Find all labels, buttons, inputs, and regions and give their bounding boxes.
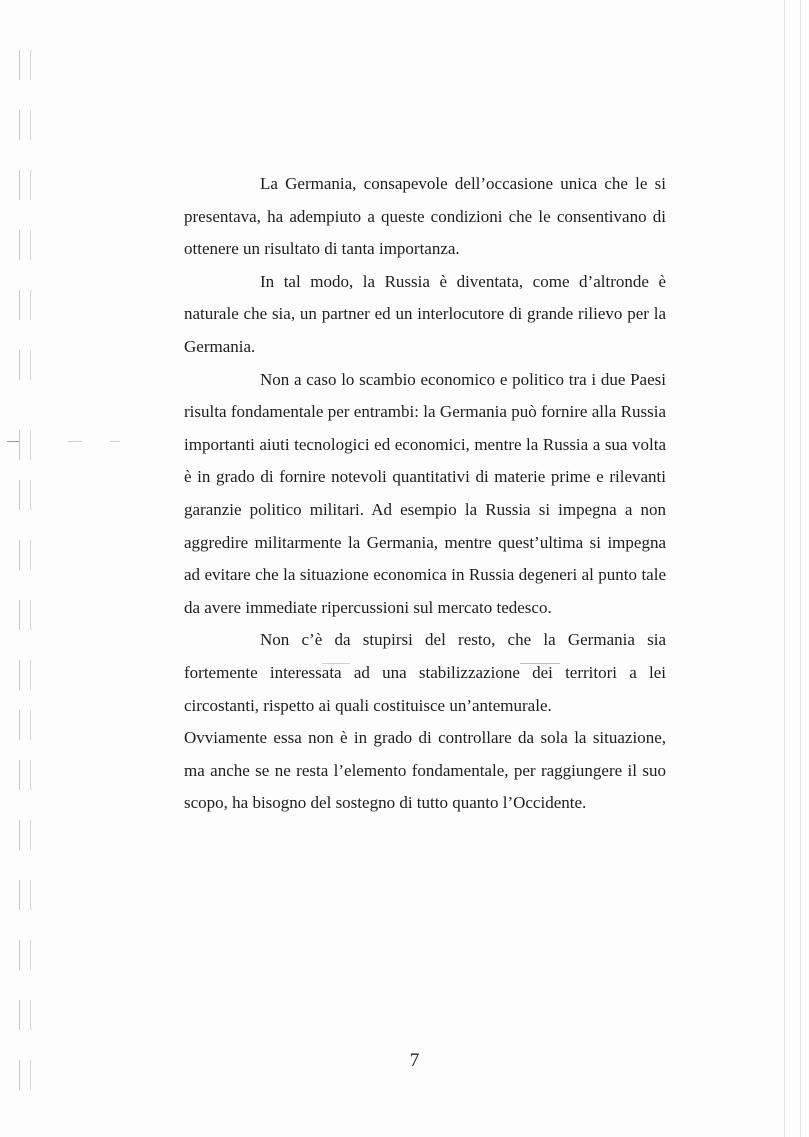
scan-speck	[7, 441, 19, 442]
binder-mark	[19, 540, 31, 570]
binder-margin	[19, 50, 31, 1110]
binder-mark	[19, 350, 31, 380]
paragraph: Ovviamente essa non è in grado di controllare da sola la situazione, ma anche se ne resta l’elemento fondamentale, per raggiungere il suo scopo, ha bisogno del sostegno di tutto quanto l’Occidente.	[184, 728, 666, 813]
scan-speck	[68, 441, 82, 442]
scan-edge	[800, 0, 801, 1137]
scan-edge	[784, 0, 785, 1137]
page-number: 7	[409, 1050, 420, 1071]
paragraph: Non a caso lo scambio economico e politico tra i due Paesi risulta fondamentale per entrambi: la Germania può fornire alla Russia importanti aiuti tecnologici ed economici, mentre la Russia a sua volta è in grado di fornire notevoli quantitativi di materie prime e rilevanti garanzie politico militari. Ad esempio la Russia si impegna a non aggredire militarmente la Germania, mentre quest’ultima si impegna ad evitare che la situazione economica in Russia degeneri al punto tale da avere immediate ripercussioni sul mercato tedesco.	[184, 369, 666, 617]
scan-speck	[110, 441, 120, 442]
paragraph: Non c’è da stupirsi del resto, che la Germania sia fortemente interessata ad una stabilizzazione dei territori a lei circostanti, rispetto ai quali costituisce un’antemurale.	[184, 630, 666, 715]
binder-mark	[19, 170, 31, 200]
binder-mark	[19, 480, 31, 510]
binder-mark	[19, 430, 31, 460]
binder-mark	[19, 880, 31, 910]
binder-mark	[19, 660, 31, 690]
paragraph: La Germania, consapevole dell’occasione unica che le si presentava, ha adempiuto a queste condizioni che le consentivano di ottenere un risultato di tanta importanza.	[184, 174, 666, 259]
binder-mark	[19, 290, 31, 320]
body-text	[184, 168, 666, 820]
binder-mark	[19, 940, 31, 970]
paragraph: In tal modo, la Russia è diventata, come d’altronde è naturale che sia, un partner ed un interlocutore di grande rilievo per la Germania.	[184, 271, 666, 356]
binder-mark	[19, 820, 31, 850]
binder-mark	[19, 710, 31, 740]
binder-mark	[19, 1000, 31, 1030]
binder-mark	[19, 50, 31, 80]
binder-mark	[19, 230, 31, 260]
binder-mark	[19, 110, 31, 140]
binder-mark	[19, 600, 31, 630]
binder-mark	[19, 760, 31, 790]
